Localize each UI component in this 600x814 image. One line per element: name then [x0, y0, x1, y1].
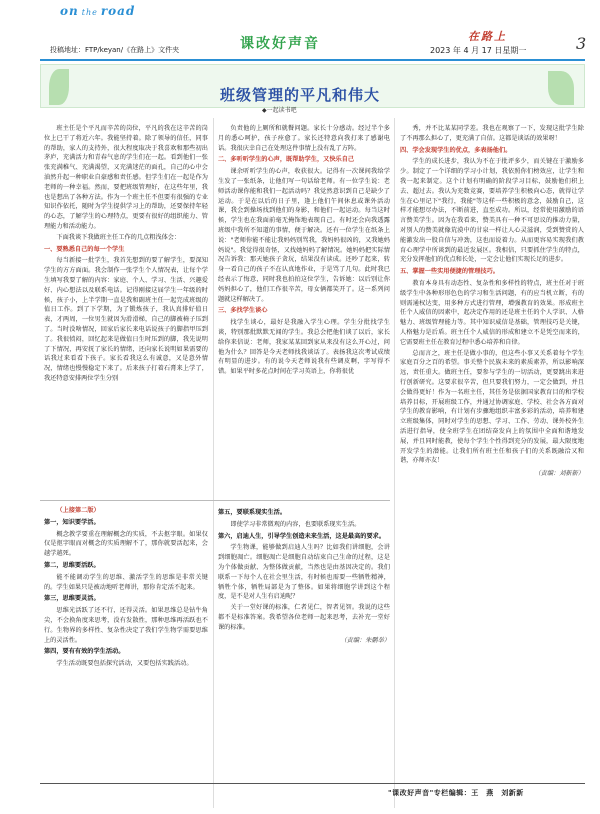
paragraph: 总而言之，班主任是做小事的，但这些小事又关系着每个学生家庭百分之百的希望。事关整个民族未来的素质素养，所以影响深远，责任重大。做班主任，要参与学生的一切活动，更要跳出来进行创新研究。这要求很辛苦，但只要我们努力，一定会做到，并且会做得更好！作为一名班主任，其任务是依据国家教育目的和学校培养目标，开展班级工作，并通过协调家庭、学校、社会各方面对学生的教育影响，有计划有步骤地组织丰富多彩的活动，培养和建立班级集体，同时对学生的思想、学习、工作、劳动、课外校外生活进行指导，使全班学生在团结奋发向上的氛围中全面和谐地发展，并且同时能教，使每个学生个性得到充分的发展，最大限度地开发学生的潜能。让我们所有班主任和孩子们的关系既融洽又和谐，亦师亦友！ — [400, 349, 584, 465]
article-title: 班级管理的平凡和伟大 — [219, 86, 380, 104]
continued-note: （上接第二版） — [56, 507, 100, 514]
column-brand-title: 课改好声音 — [240, 36, 320, 52]
paper-brand-logo: 在路上 — [468, 30, 507, 43]
article-column-2 — [218, 124, 390, 496]
paragraph: 课余听听学生的心声，收获很大。记得有一次课间我给学生发了一张纸条，让他们写一句话给老师。有一位学生说：老师活动课你能和我们一起活动吗？我觉然意识到自己是缺少了运动。于是在以后的日子里，逢上他们午间休息或课外活动课，我会到操场找到他们的身影，和他们一起运动。每当这时候，学生也在我面前毫无掩饰地表现自己。有时还会向我透露班级中我所不知道的事情，便于解决。还有一位学生在纸条上说："老师你能不能让我妈妈别骂我，我妈妈很凶的，又我她妈妈说"。我觉得很奇怪，又找她妈妈了解情况。她妈妈把实际情况告诉我：那天她孩子贪玩，结果没有读成。还吵了起来，转身一看自己的孩子不在认真地作业，于是骂了几句。此时我已经表示了悔意，同时我也拍拍这位学生，告诉她：以后别让你妈妈担心了，他们工作很辛苦，母女俩都笑开了。这一系列问题就这样解决了。 — [218, 168, 390, 303]
section-heading: 第六，启迪人生，引导学生创造未来生活，这是最高的要求。 — [218, 532, 386, 540]
paragraph: 负责他的上厕所和就餐问题。家长十分感动。经过半个多月的悉心呵护，孩子痊愈了。家长还特意向我打来了感谢电话。我很庆幸自己在处理这件事情上没有乱了方阵。 — [218, 125, 390, 152]
editor-credit: （责编：刘新新） — [534, 470, 584, 478]
paragraph: 能不能调动学生的思维、激活学生的思维是非常关键的。学生如果只是被动地听老师讲，那你肯定活不起来。 — [44, 573, 208, 591]
article-byline: ◆一起读书吧 — [262, 107, 297, 114]
continued-column-2 — [218, 506, 390, 778]
editor-credit: （责编：朱鹏举） — [340, 636, 390, 644]
road-logo-the: the — [81, 8, 98, 17]
paragraph: 学生活动既要包括探究活动，又要包括实践活动。 — [56, 660, 193, 668]
article-column-3 — [400, 124, 584, 778]
column-divider — [394, 118, 395, 808]
masthead — [0, 0, 600, 64]
road-logo-on: on — [60, 4, 79, 18]
paragraph: 关于一堂好课的标准，仁者见仁，智者见智。我说的这些都不是标准答案。我希望各位老师一起来思考，去补充一堂好课的标准。 — [218, 604, 390, 631]
section-heading: 三、多找学生谈心 — [218, 307, 268, 315]
page-number: 3 — [576, 34, 587, 53]
paragraph: 下面我谈下我做班主任工作的几点粗浅体会： — [56, 233, 181, 241]
section-heading: 二、多听听学生的心声，既帮助学生，又快乐自己 — [218, 156, 355, 164]
on-the-road-logo — [60, 2, 135, 21]
footer-rule — [40, 783, 585, 784]
road-logo-road: road — [100, 4, 136, 18]
section-heading: 第四，要有有效的学生活动。 — [44, 648, 125, 656]
section-heading: 第三，思维要灵活。 — [44, 595, 100, 603]
header-rule — [40, 59, 585, 61]
column-divider — [213, 118, 214, 808]
paragraph: 教育本身具有动态性、复杂性和多样性的特点，班主任对于班级学生中各种形形色色的学习和生活问题，有的应当机立断，有的则需通权达变，用多种方式进行管理，增强教育的效果。形成班主任个人威信的因素中，起决定作用的还是班主任的个人学识、人格魅力、班级管理能力等。其中知识威信是基础，管理技巧是关键，人格魅力是后盾。班主任个人威信的形成和建立不是凭空而来的，它需要班主任在教育过程中悉心培养和自律。 — [400, 279, 584, 346]
paragraph: 每当新接一批学生，我首先想到的要了解学生，要深知学生的方方面面。我会制作一张学生个人情况表，让每个学生填写我要了解的内容：家庭、个人、学习、生活、兴趣爱好、内心想法以及联系电话。记得刚接这届学生一年级的时候，孩子小，上半学期一直是我和副班主任一起完成班级的值日工作。到了下学期，为了锻炼孩子，我认真排好值日表，才两周，一位男生就因为滑滑梯，自己的脚被椅子压到了。当时没啥情况，回家后家长来电话说孩子的脚指甲压到了。我很愤闷，回忆起来是做值日生时压到的脚，我先说明了下情况，再安抚了家长的情绪，还向家长说明如果需要的话我过来看看下孩子。家长看我这么有诚意，又是意外情况，情绪也慢慢稳定下来了。后来孩子打着石膏来上学了，我还特意安排两位学生分别 — [44, 257, 208, 382]
section-heading: 第一，知识要学活。 — [44, 518, 100, 526]
paragraph: 学生的成长进步，我认为不在于批评多少，而关键在于激励多少。制定了一个详细的学习小计划，我依照你们榜效应，让学生和我一起来制定。这个计划有明确的阶段学习目标，鼓励他们积上去、超过去。我认为充数竞赛，要培养学生积极向心态，就得让学生在心里记下"我行，我能"等这样一些积极的意念，鼓励自己，这样才能想尽办法，不断前进，直至成功。所以，经常使用激励的语言赞美学生。因为在我看来，赞美具有一种不可思议的推动力量，对别人的赞美就像荒漠中的甘泉一样让人心灵滋润，受到赞赏的人能激发出一股自信与冲劲，这也而说着力。从而更容易实现我们教育心理学中所谈到的最近发展区。我相信，只要抓住学生的特点，充分发挥他们的优点和长处，一定会让他们实现长足的进步。 — [400, 158, 584, 264]
paragraph: 秀，并不比某某同学差。我也在观察了一下，发现这批学生除了不再那么担心了，更充满了自信。这都是谈话的效果呀！ — [400, 125, 584, 142]
section-heading: 第五，要联系现实生活。 — [218, 509, 287, 516]
paragraph: 概念教学要重在理解概念的实质，不去抠字眼。如果仅仅是抠字眼而对概念的实质理解不了，那你就要活起来，会越学越死。 — [44, 530, 208, 558]
issue-date: 2023 年 4 月 17 日星期一 — [430, 46, 527, 55]
section-heading: 五、掌握一些实用便捷的管理技巧。 — [400, 268, 499, 276]
section-heading: 四、学会发现学生的优点，多表扬他们。 — [400, 146, 512, 154]
column-editors: "课改好声音"专栏编辑：王 燕 刘新新 — [388, 789, 524, 797]
submission-address: 投稿地址：FTP/keyan/《在路上》文件夹 — [50, 46, 180, 54]
paragraph: 思维光活跃了还不行，还得灵活。如果思维总是钻牛角尖，不会换角度来思考，没有发散性，那种思维再活跃也不行。生物界的多样性、复杂性决定了我们学生物学需要思维上的灵活性。 — [44, 607, 208, 644]
paragraph: 即使学习非常微观的内容，也要联系现实生活。 — [230, 520, 361, 528]
section-heading: 第二，思维要活跃。 — [44, 561, 100, 569]
paragraph: 班主任是个平凡而辛苦的岗位，平凡的我在这辛苦的岗位上已干了将近六年。我能坚持着。除了领导的信任，同事的帮助，家人的支持外，很大程度取决于我喜欢和那些初出茅庐，充满活力和青春气息的学生们在一起。看到他们一张张充满稚气、充满渴望，又充满迷茫的面孔，自己的心中会油然升起一种职业自豪感和责任感。但学生们在一起是作为老师的一种幸福。然而，要把班级管理好，在这些年里，我也是想出了各种方法。作为一个班主任不但要有很强的专业知识作依托，随时为学生提供学习上的帮助，还要保持年轻的心态，了解学生的心理特点，更要有很好的组织能力、管理能力和活动能力。 — [44, 125, 208, 230]
paragraph: 找学生谈心，最好是我融入学生心理。学生分批找学生谈，特别那批默默无闻的学生。我总会把他们谈了以后，家长给你来信说：老师，我家某某回到家从来没有这么开心过，问他为什么？回答是今天老师找我谈话了。表扬我这次考试成绩有明显的进步。有的说今天老师说我有些调皮啊，字写得不错。如果平时多花点时间在学习英语上，你将很优 — [218, 319, 390, 376]
paragraph: 学生物课，能够做到启迪人生吗？比如我们讲细胞，会讲到细胞凋亡。细胞凋亡是细胞自动结束自己生命的过程，这是为个体做贡献、为整体做贡献，当然也是由基因决定的。我们联系一下每个人在社会里生活，有时候也需要一些牺牲精神，牺牲个体，牺牲局部是为了整体。如果将细胞学讲到这个程度，是不是对人生有启迪呢？ — [218, 544, 390, 601]
continued-column-1 — [44, 506, 208, 778]
section-divider — [40, 500, 390, 501]
article-column-1 — [44, 124, 208, 496]
section-heading: 一、要熟悉自己的每一个学生 — [44, 245, 125, 253]
